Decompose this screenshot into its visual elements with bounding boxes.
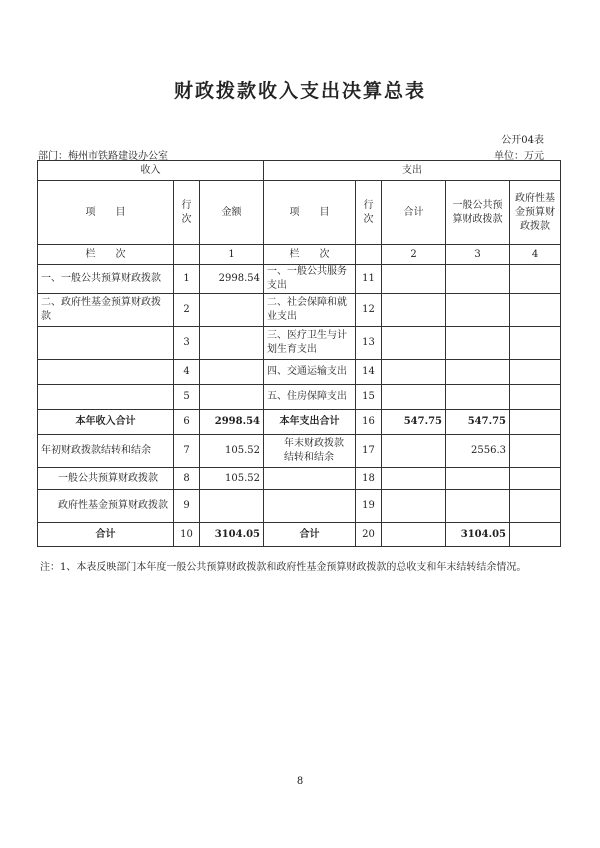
income-row-no: 5 xyxy=(174,385,200,410)
income-item: 一、一般公共预算财政拨款 xyxy=(38,265,174,294)
expense-grand-total-label: 合计 xyxy=(264,523,356,547)
income-amount: 2998.54 xyxy=(200,410,264,435)
expense-fund xyxy=(510,468,561,490)
expense-total xyxy=(382,490,446,523)
expense-row-no: 14 xyxy=(356,360,382,385)
income-row-no: 1 xyxy=(174,265,200,294)
footnote: 注：1、本表反映部门本年度一般公共预算财政拨款和政府性基金预算财政拨款的总收支和年末结转结余情况。 xyxy=(40,562,527,573)
expense-total xyxy=(382,385,446,410)
expense-row-no: 15 xyxy=(356,385,382,410)
expense-fund xyxy=(510,410,561,435)
expense-item-header: 项 目 xyxy=(264,181,356,245)
page-title: 财政拨款收入支出决算总表 xyxy=(173,80,426,102)
expense-row-no: 20 xyxy=(356,523,382,547)
income-item xyxy=(38,327,174,360)
expense-item: 一、一般公共服务支出 xyxy=(264,265,356,294)
income-amount: 105.52 xyxy=(200,435,264,468)
expense-item xyxy=(264,490,356,523)
table-row xyxy=(38,468,561,490)
expense-total xyxy=(382,523,446,547)
income-item xyxy=(38,360,174,385)
income-item: 年初财政拨款结转和结余 xyxy=(38,435,174,468)
income-row-no: 8 xyxy=(174,468,200,490)
expense-general xyxy=(446,265,510,294)
expense-row-no: 18 xyxy=(356,468,382,490)
department-label: 部门：梅州市铁路建设办公室 xyxy=(38,151,168,162)
income-item-header: 项 目 xyxy=(38,181,174,245)
income-amount: 105.52 xyxy=(200,468,264,490)
expense-fund xyxy=(510,294,561,327)
income-grand-total-label: 合计 xyxy=(38,523,174,547)
table-row xyxy=(38,327,561,360)
expense-total xyxy=(382,327,446,360)
expense-general: 547.75 xyxy=(446,410,510,435)
income-amount xyxy=(200,490,264,523)
table-row xyxy=(38,385,561,410)
budget-summary-table xyxy=(37,160,561,547)
expense-general xyxy=(446,468,510,490)
gov-fund-header: 政府性基金预算财政拨款 xyxy=(510,181,561,245)
expense-item: 年末财政拨款结转和结余 xyxy=(264,435,356,468)
expense-row-no: 17 xyxy=(356,435,382,468)
expense-fund xyxy=(510,435,561,468)
expense-general xyxy=(446,490,510,523)
table-row xyxy=(38,410,561,435)
expense-item xyxy=(264,468,356,490)
expense-subtotal-label: 本年支出合计 xyxy=(264,410,356,435)
income-row-no: 2 xyxy=(174,294,200,327)
expense-total: 547.75 xyxy=(382,410,446,435)
table-row xyxy=(38,294,561,327)
table-row xyxy=(38,523,561,547)
expense-fund xyxy=(510,523,561,547)
table-row xyxy=(38,360,561,385)
unit-label: 单位：万元 xyxy=(494,151,544,162)
expense-item: 五、住房保障支出 xyxy=(264,385,356,410)
column-number-2: 2 xyxy=(382,245,446,265)
expense-total xyxy=(382,265,446,294)
income-row-no: 10 xyxy=(174,523,200,547)
income-amount xyxy=(200,294,264,327)
expense-row-no: 16 xyxy=(356,410,382,435)
income-row-no: 9 xyxy=(174,490,200,523)
expense-total-header: 合计 xyxy=(382,181,446,245)
general-budget-header: 一般公共预算财政拨款 xyxy=(446,181,510,245)
income-amount: 3104.05 xyxy=(200,523,264,547)
income-amount xyxy=(200,360,264,385)
expense-total xyxy=(382,360,446,385)
income-item: 一般公共预算财政拨款 xyxy=(38,468,174,490)
expense-item: 三、医疗卫生与计划生育支出 xyxy=(264,327,356,360)
income-amount xyxy=(200,385,264,410)
table-row xyxy=(38,490,561,523)
expense-header: 支出 xyxy=(264,161,561,181)
column-label: 栏 次 xyxy=(38,245,174,265)
column-number-1: 1 xyxy=(200,245,264,265)
column-number-3: 3 xyxy=(446,245,510,265)
expense-general: 2556.3 xyxy=(446,435,510,468)
income-amount: 2998.54 xyxy=(200,265,264,294)
column-number-4: 4 xyxy=(510,245,561,265)
income-row-no: 4 xyxy=(174,360,200,385)
expense-total xyxy=(382,294,446,327)
expense-general xyxy=(446,294,510,327)
income-row-no: 3 xyxy=(174,327,200,360)
income-item xyxy=(38,385,174,410)
expense-total xyxy=(382,435,446,468)
income-header: 收入 xyxy=(38,161,264,181)
expense-row-no: 11 xyxy=(356,265,382,294)
income-subtotal-label: 本年收入合计 xyxy=(38,410,174,435)
expense-general xyxy=(446,360,510,385)
expense-item: 四、交通运输支出 xyxy=(264,360,356,385)
form-number: 公开04表 xyxy=(501,135,544,146)
expense-fund xyxy=(510,327,561,360)
expense-fund xyxy=(510,490,561,523)
expense-row-no-header: 行次 xyxy=(356,181,382,245)
income-row-no-header: 行次 xyxy=(174,181,200,245)
expense-general: 3104.05 xyxy=(446,523,510,547)
column-label: 栏 次 xyxy=(264,245,356,265)
table-row xyxy=(38,435,561,468)
expense-item: 二、社会保障和就业支出 xyxy=(264,294,356,327)
income-item: 政府性基金预算财政拨款 xyxy=(38,490,174,523)
expense-general xyxy=(446,385,510,410)
expense-row-no: 12 xyxy=(356,294,382,327)
expense-row-no: 19 xyxy=(356,490,382,523)
page-number: 8 xyxy=(296,776,304,787)
income-amount-header: 金额 xyxy=(200,181,264,245)
expense-general xyxy=(446,327,510,360)
expense-fund xyxy=(510,360,561,385)
income-row-no: 6 xyxy=(174,410,200,435)
expense-total xyxy=(382,468,446,490)
expense-row-no: 13 xyxy=(356,327,382,360)
income-row-no: 7 xyxy=(174,435,200,468)
income-amount xyxy=(200,327,264,360)
income-item: 二、政府性基金预算财政拨款 xyxy=(38,294,174,327)
expense-fund xyxy=(510,385,561,410)
expense-fund xyxy=(510,265,561,294)
table-row xyxy=(38,265,561,294)
